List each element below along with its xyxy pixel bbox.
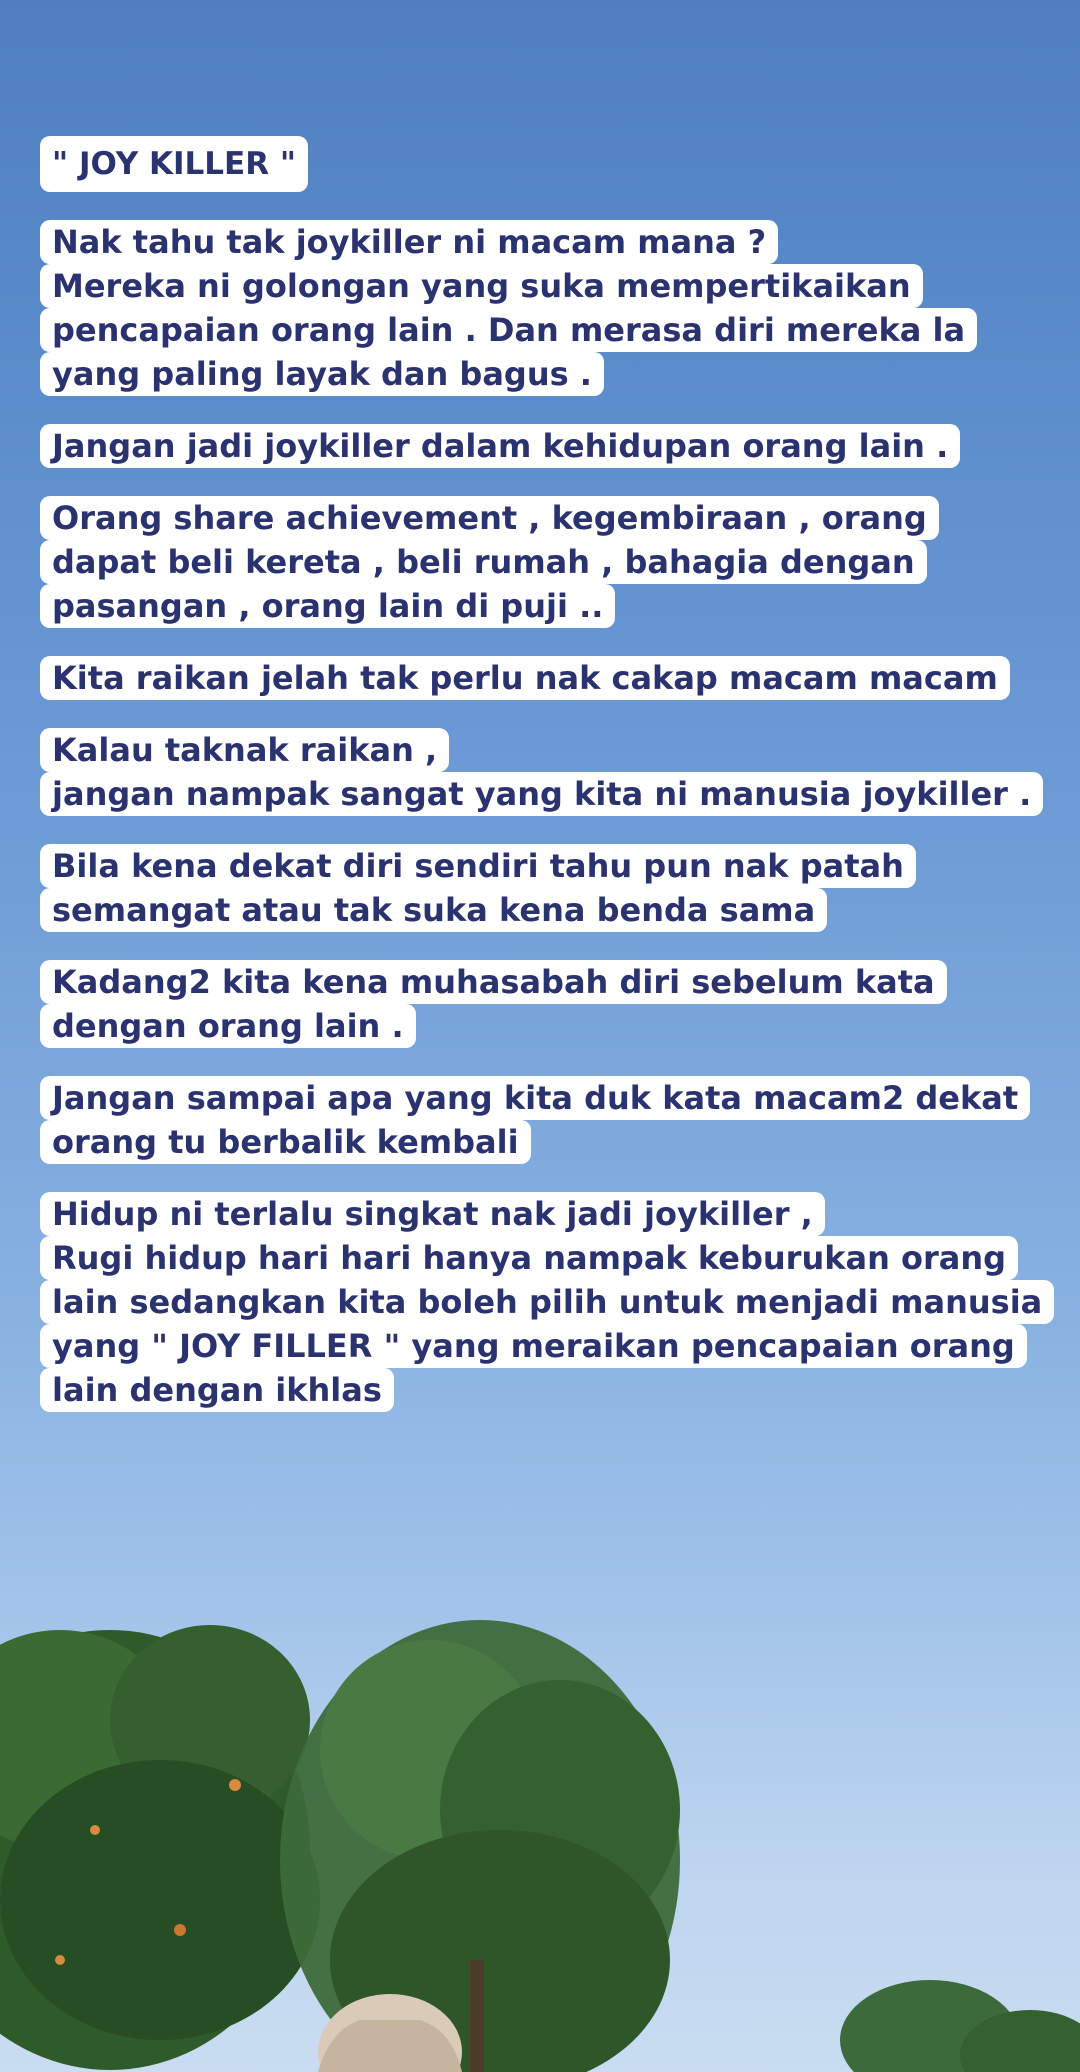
text-line: Orang share achievement , kegembiraan , orang — [40, 496, 939, 540]
paragraph-8 — [40, 1076, 1040, 1164]
paragraph-4 — [40, 656, 1040, 700]
story-text — [40, 136, 1043, 1440]
text-line: Kita raikan jelah tak perlu nak cakap macam macam — [40, 656, 1010, 700]
text-line: yang paling layak dan bagus . — [40, 352, 604, 396]
paragraph-7 — [40, 960, 1040, 1048]
tree-canopy-right-icon — [840, 1980, 1080, 2072]
paragraph-3 — [40, 496, 1040, 628]
text-line: Bila kena dekat diri sendiri tahu pun nak patah — [40, 844, 916, 888]
tree-canopy-center-icon — [280, 1620, 680, 2072]
paragraph-5 — [40, 728, 1040, 816]
text-line: Jangan jadi joykiller dalam kehidupan orang lain . — [40, 424, 960, 468]
text-line: lain dengan ikhlas — [40, 1368, 394, 1412]
text-line: semangat atau tak suka kena benda sama — [40, 888, 827, 932]
text-line: Kadang2 kita kena muhasabah diri sebelum kata — [40, 960, 947, 1004]
tree-canopy-left-icon — [0, 1625, 320, 2070]
text-line: Nak tahu tak joykiller ni macam mana ? — [40, 220, 778, 264]
text-line: pencapaian orang lain . Dan merasa diri mereka la — [40, 308, 977, 352]
paragraph-1 — [40, 220, 1040, 396]
paragraph-2 — [40, 424, 1040, 468]
text-line: Jangan sampai apa yang kita duk kata macam2 dekat — [40, 1076, 1030, 1120]
text-line: lain sedangkan kita boleh pilih untuk menjadi manusia — [40, 1280, 1054, 1324]
text-line: Kalau taknak raikan , — [40, 728, 449, 772]
text-line: dengan orang lain . — [40, 1004, 416, 1048]
story-title — [40, 136, 1040, 192]
text-line: yang " JOY FILLER " yang meraikan pencapaian orang — [40, 1324, 1027, 1368]
text-line: Mereka ni golongan yang suka mempertikaikan — [40, 264, 923, 308]
text-line: Rugi hidup hari hari hanya nampak keburukan orang — [40, 1236, 1018, 1280]
text-line: pasangan , orang lain di puji .. — [40, 584, 615, 628]
text-line: jangan nampak sangat yang kita ni manusia joykiller . — [40, 772, 1043, 816]
paragraph-9 — [40, 1192, 1043, 1412]
scenery-photo — [0, 1600, 1080, 2072]
title-text: " JOY KILLER " — [40, 136, 308, 192]
text-line: orang tu berbalik kembali — [40, 1120, 531, 1164]
text-line: dapat beli kereta , beli rumah , bahagia dengan — [40, 540, 927, 584]
text-line: Hidup ni terlalu singkat nak jadi joykiller , — [40, 1192, 825, 1236]
paragraph-6 — [40, 844, 1040, 932]
